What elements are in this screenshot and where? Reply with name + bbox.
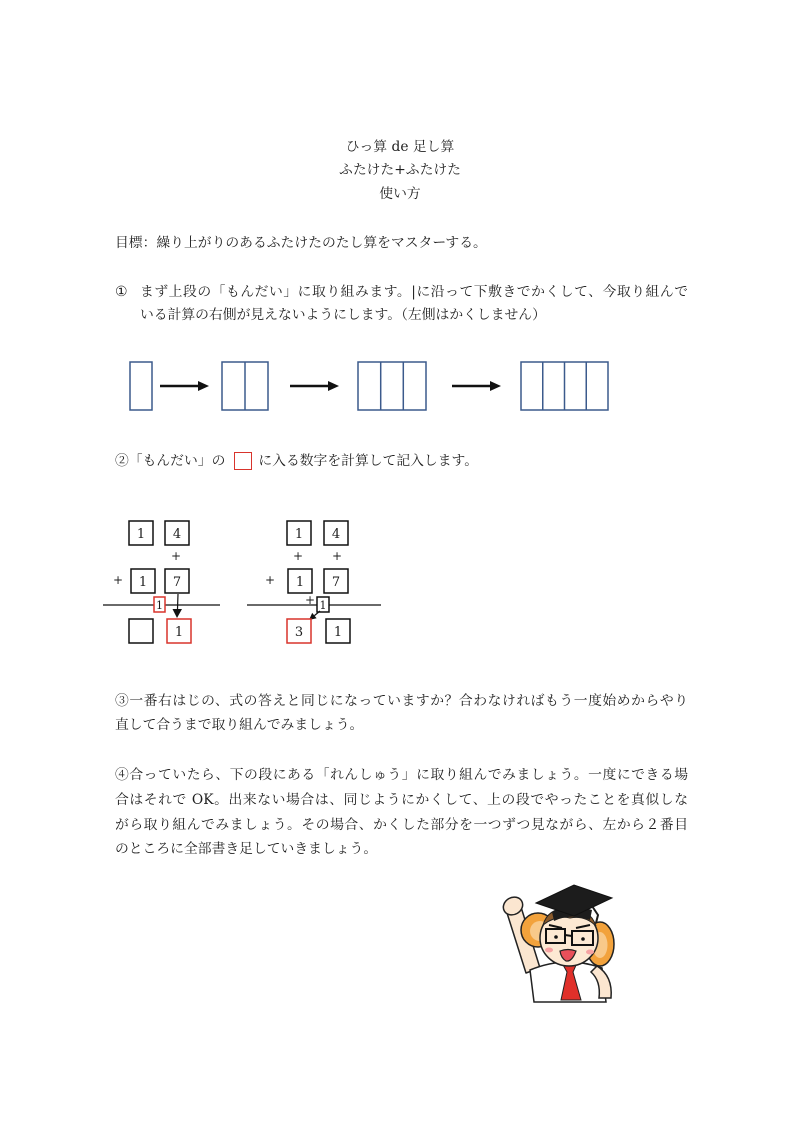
step2-text-after: に入る数字を計算して記入します。 [258, 453, 479, 469]
step3-line-1: ③一番右はじの、式の答えと同じになっていますか？合わなければもう一度始めからやり [115, 693, 688, 709]
example-left [103, 521, 220, 643]
right-carry-digit: 1 [319, 599, 327, 612]
step1-marker: ① [115, 284, 128, 300]
right-answer-ones-digit: 1 [333, 625, 343, 640]
right-bottom-tens-digit: 1 [295, 575, 305, 590]
left-answer-tens-box [129, 619, 153, 643]
title-line-3: 使い方 [379, 186, 421, 202]
sequence-arrow-3-head [490, 381, 501, 391]
left-plus-mark-ones: + [170, 549, 182, 563]
mascot-eye-left [554, 935, 558, 939]
step4-line-4: のところに全部書き足していきましょう。 [115, 841, 378, 857]
right-plus-mark-tens: + [292, 549, 304, 563]
goal-text: 目標：繰り上がりのあるふたけたのたし算をマスターする。 [115, 235, 487, 251]
step2-text-before: ②「もんだい」の [115, 453, 226, 469]
right-carry-plus: + [304, 593, 316, 607]
step1-line-1: まず上段の「もんだい」に取り組みます。|に沿って下敷きでかくして、今取り組んで [140, 284, 688, 300]
title-line-2: ふたけた+ふたけた [339, 162, 461, 178]
title-line-1: ひっ算 de 足し算 [345, 139, 455, 155]
left-operator-plus: + [112, 573, 124, 587]
mascot-cheek-right [586, 950, 594, 955]
left-answer-ones-digit: 1 [174, 625, 184, 640]
left-bottom-ones-digit: 7 [172, 575, 182, 590]
mascot-cheek-left [545, 948, 553, 953]
step4-line-3: がら取り組んでみましょう。その場合、かくした部分を一つずつ見ながら、左から２番目 [115, 817, 688, 833]
right-top-tens-digit: 1 [294, 527, 304, 542]
cover-frame-1-cell [130, 362, 152, 410]
step3-line-2: 直して合うまで取り組んでみましょう。 [115, 717, 364, 733]
left-bottom-tens-digit: 1 [138, 575, 148, 590]
step4-line-1: ④合っていたら、下の段にある「れんしゅう」に取り組んでみましょう。一度にできる場 [115, 767, 688, 783]
right-plus-mark-ones: + [331, 549, 343, 563]
step1-line-2: いる計算の右側が見えないようにします。（左側はかくしません） [140, 307, 546, 323]
right-answer-tens-digit: 3 [294, 625, 304, 640]
left-carry-arrow-shaft [178, 594, 179, 609]
sequence-arrow-1-head [198, 381, 209, 391]
example-right [247, 521, 381, 643]
mascot-eye-right [581, 937, 585, 941]
left-carry-digit: 1 [156, 599, 163, 612]
left-carry-arrow-head [173, 609, 183, 618]
cover-sequence [130, 362, 608, 410]
left-top-ones-digit: 4 [172, 527, 182, 542]
mascot-glasses-bridge [565, 935, 572, 936]
right-operator-plus: + [264, 573, 276, 587]
mascot-cap-board [536, 885, 612, 916]
left-top-tens-digit: 1 [136, 527, 146, 542]
cover-frame-3-cells [358, 362, 426, 410]
mascot-illustration [500, 885, 614, 1002]
sequence-arrow-2-head [328, 381, 339, 391]
right-top-ones-digit: 4 [331, 527, 341, 542]
step4-line-2: 合はそれで OK。出来ない場合は、同じようにかくして、上の段でやったことを真似しな [115, 792, 688, 808]
right-bottom-ones-digit: 7 [331, 575, 341, 590]
